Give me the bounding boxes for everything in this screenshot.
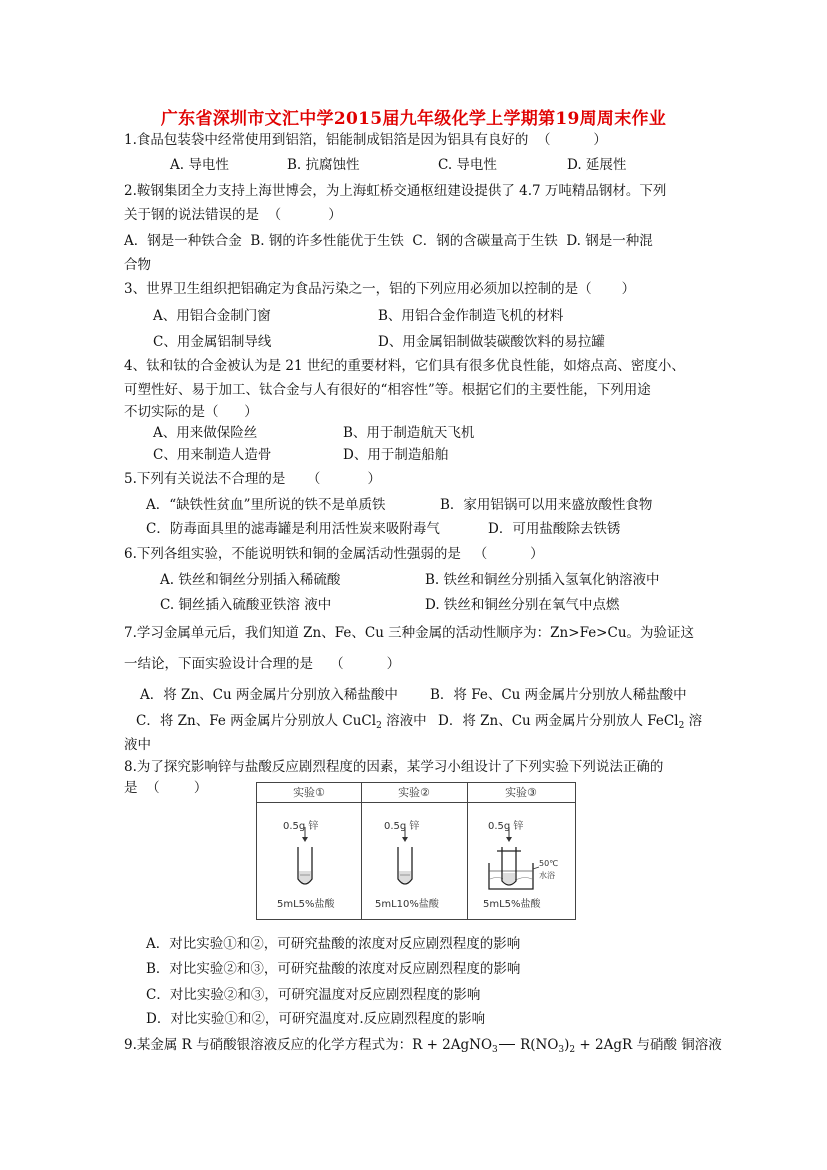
page-title: 广东省深圳市文汇中学2015届九年级化学上学期第19周周末作业 [160,109,667,129]
q1-option-c[interactable]: C. 导电性 [438,157,497,173]
q7-option-b[interactable]: B．将 Fe、Cu 两金属片分别放人稀盐酸中 [430,687,687,703]
question-3-stem: 3、世界卫生组织把铝确定为食品污染之一，铝的下列应用必须加以控制的是（ ） [124,281,636,297]
q5-option-d[interactable]: D．可用盐酸除去铁锈 [488,521,621,537]
q5-option-a[interactable]: A．“缺铁性贫血”里所说的铁不是单质铁 [146,497,386,513]
question-2-stem-cont: 关于钢的说法错误的是 （ ） [124,207,342,223]
q6-option-b[interactable]: B. 铁丝和铜丝分别插入氢氧化钠溶液中 [425,572,660,588]
zinc-label-3: 0.5g 锌 [488,821,524,832]
q8-option-d[interactable]: D．对比实验①和②，可研究温度对.反应剧烈程度的影响 [146,1011,486,1027]
q3-option-d[interactable]: D、用金属铝制做装碳酸饮料的易拉罐 [378,334,605,350]
q3-option-a[interactable]: A、用铝合金制门窗 [153,308,271,324]
question-7-stem-cont: 一结论，下面实验设计合理的是 （ ） [124,656,401,672]
q6-option-c[interactable]: C. 铜丝插入硫酸亚铁溶 液中 [160,597,332,613]
question-1-stem: 1.食品包装袋中经常使用到铝箔，铝能制成铝箔是因为铝具有良好的 （ ） [124,132,607,148]
q1-option-a[interactable]: A. 导电性 [170,157,229,173]
q6-option-d[interactable]: D. 铁丝和铜丝分别在氧气中点燃 [425,597,620,613]
q4-option-a[interactable]: A、用来做保险丝 [153,425,258,441]
question-8-stem: 8.为了探究影响锌与盐酸反应剧烈程度的因素，某学习小组设计了下列实验下列说法正确的 [124,759,664,775]
q5-option-b[interactable]: B．家用铝锅可以用来盛放酸性食物 [440,497,653,513]
water-bath-temp-label: 50℃ [539,859,559,868]
q1-option-d[interactable]: D. 延展性 [567,157,627,173]
q4-option-b[interactable]: B、用于制造航天飞机 [343,425,475,441]
question-6-stem: 6.下列各组实验，不能说明铁和铜的金属活动性强弱的是 （ ） [124,546,544,562]
q7-option-d-cont: 液中 [124,737,151,753]
question-4-stem-end: 不切实际的是（ ） [124,404,258,420]
question-7-stem: 7.学习金属单元后，我们知道 Zn、Fe、Cu 三种金属的活动性顺序为：Zn>Fe>Cu。为验证这 [124,625,695,641]
q3-option-c[interactable]: C、用金属铝制导线 [153,334,272,350]
acid-label-1: 5mL5%盐酸 [277,899,335,910]
question-4-stem: 4、钛和钛的合金被认为是 21 世纪的重要材料，它们具有很多优良性能，如熔点高、密度小、 [124,358,685,374]
q2-options[interactable]: A．钢是一种铁合金 B. 钢的许多性能优于生铁 C．钢的含碳量高于生铁 D. 钢是一种混 [124,233,653,249]
question-4-stem-cont: 可塑性好、易于加工、钛合金与人有很好的“相容性”等。根据它们的主要性能，下列用途 [124,382,651,398]
q8-option-c[interactable]: C．对比实验②和③，可研究温度对反应剧烈程度的影响 [146,987,481,1003]
zinc-label-2: 0.5g 锌 [384,821,420,832]
q4-option-c[interactable]: C、用来制造人造骨 [153,447,272,463]
experiment-1-header: 实验① [293,786,325,799]
question-8-stem-cont: 是 （ ） [124,780,208,796]
experiment-2-header: 实验② [398,786,430,799]
water-bath-label: 水浴 [539,871,555,880]
q2-options-cont: 合物 [124,257,151,273]
q7-option-a[interactable]: A．将 Zn、Cu 两金属片分别放入稀盐酸中 [140,687,398,703]
question-2-stem: 2.鞍钢集团全力支持上海世博会，为上海虹桥交通枢纽建设提供了 4.7 万吨精品钢材。下列 [124,183,667,199]
q7-option-d[interactable]: D．将 Zn、Cu 两金属片分别放人 FeCl$_2$ 溶 [438,713,703,731]
acid-label-2: 5mL10%盐酸 [375,899,439,910]
acid-label-3: 5mL5%盐酸 [483,899,541,910]
q6-option-a[interactable]: A. 铁丝和铜丝分别插入稀硫酸 [160,572,341,588]
q8-option-a[interactable]: A．对比实验①和②，可研究盐酸的浓度对反应剧烈程度的影响 [146,936,521,952]
reaction-equals-sign [499,1044,515,1045]
q4-option-d[interactable]: D、用于制造船舶 [343,447,449,463]
q1-option-b[interactable]: B. 抗腐蚀性 [287,157,360,173]
experiment-figure [256,782,576,920]
question-9-stem: 9.某金属 R 与硝酸银溶液反应的化学方程式为：R + 2AgNO$_3$ $R(NO_3)_2 + 2AgR$ 与硝酸 铜溶液 [124,1037,722,1055]
q8-option-b[interactable]: B．对比实验②和③，可研究盐酸的浓度对反应剧烈程度的影响 [146,961,521,977]
experiment-3-header: 实验③ [505,786,537,799]
q7-option-c[interactable]: C．将 Zn、Fe 两金属片分别放人 CuCl$_2$ 溶液中 [136,713,427,731]
q5-option-c[interactable]: C．防毒面具里的滤毒罐是利用活性炭来吸附毒气 [146,521,440,537]
q3-option-b[interactable]: B、用铝合金作制造飞机的材料 [378,308,564,324]
question-5-stem: 5.下列有关说法不合理的是 （ ） [124,471,382,487]
zinc-label-1: 0.5g 锌 [283,821,319,832]
